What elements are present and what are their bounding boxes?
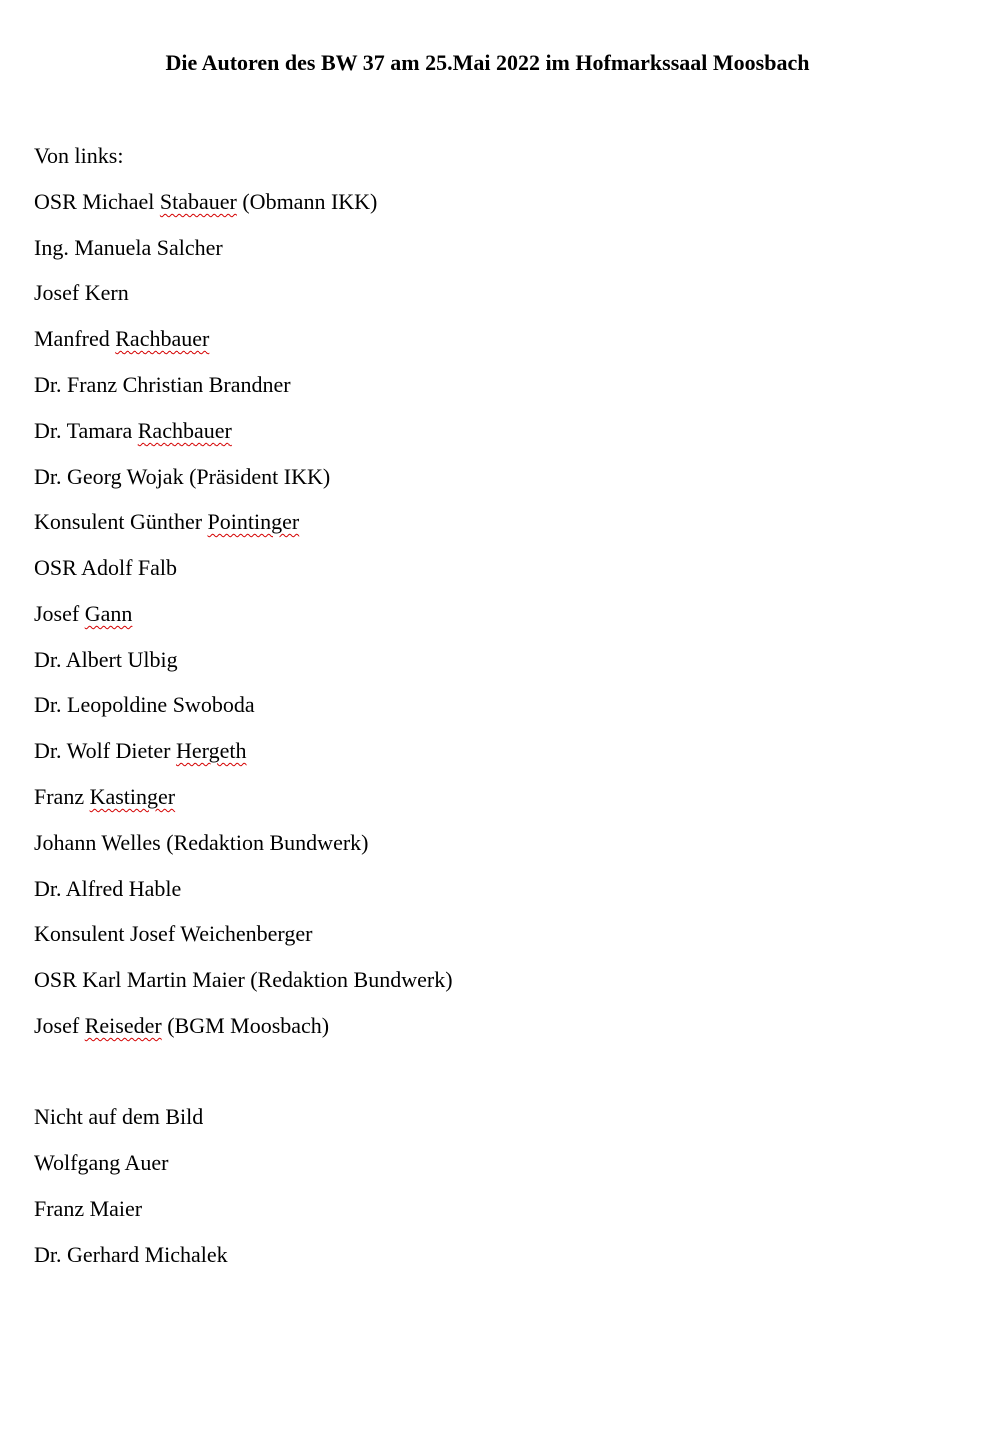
person-line: Dr. Georg Wojak (Präsident IKK) (34, 464, 331, 489)
spellcheck-underlined-word: Hergeth (176, 738, 247, 763)
person-line: Dr. Franz Christian Brandner (34, 372, 291, 397)
person-line: Dr. Alfred Hable (34, 876, 182, 901)
spellcheck-underlined-word: Rachbauer (137, 418, 232, 443)
person-line: OSR Michael Stabauer (Obmann IKK) (34, 189, 378, 214)
person-line: Josef Kern (34, 280, 129, 305)
person-line: Dr. Tamara Rachbauer (34, 418, 232, 443)
person-line: Johann Welles (Redaktion Bundwerk) (34, 830, 369, 855)
spellcheck-underlined-word: Reiseder (84, 1013, 162, 1038)
person-line: Franz Kastinger (34, 784, 176, 809)
spellcheck-underlined-word: Kastinger (89, 784, 176, 809)
person-line: Josef Gann (34, 601, 133, 626)
section-heading-from-left: Von links: (34, 143, 124, 168)
person-line: Wolfgang Auer (34, 1150, 169, 1175)
person-line: Dr. Albert Ulbig (34, 647, 178, 672)
person-line: Konsulent Günther Pointinger (34, 509, 300, 534)
spellcheck-underlined-word: Gann (84, 601, 133, 626)
document-title: Die Autoren des BW 37 am 25.Mai 2022 im Hofmarkssaal Moosbach (165, 50, 810, 75)
person-line: Josef Reiseder (BGM Moosbach) (34, 1013, 330, 1038)
person-line: Manfred Rachbauer (34, 326, 210, 351)
section-heading-not-in-picture: Nicht auf dem Bild (34, 1104, 204, 1129)
person-line: OSR Adolf Falb (34, 555, 178, 580)
person-line: Konsulent Josef Weichenberger (34, 921, 313, 946)
person-line: Franz Maier (34, 1196, 143, 1221)
person-line: OSR Karl Martin Maier (Redaktion Bundwerk) (34, 967, 453, 992)
spellcheck-underlined-word: Rachbauer (115, 326, 210, 351)
person-line: Dr. Gerhard Michalek (34, 1242, 228, 1267)
person-line: Dr. Leopoldine Swoboda (34, 692, 255, 717)
person-line: Ing. Manuela Salcher (34, 235, 223, 260)
spellcheck-underlined-word: Stabauer (159, 189, 237, 214)
spellcheck-underlined-word: Pointinger (207, 509, 300, 534)
person-line: Dr. Wolf Dieter Hergeth (34, 738, 247, 763)
